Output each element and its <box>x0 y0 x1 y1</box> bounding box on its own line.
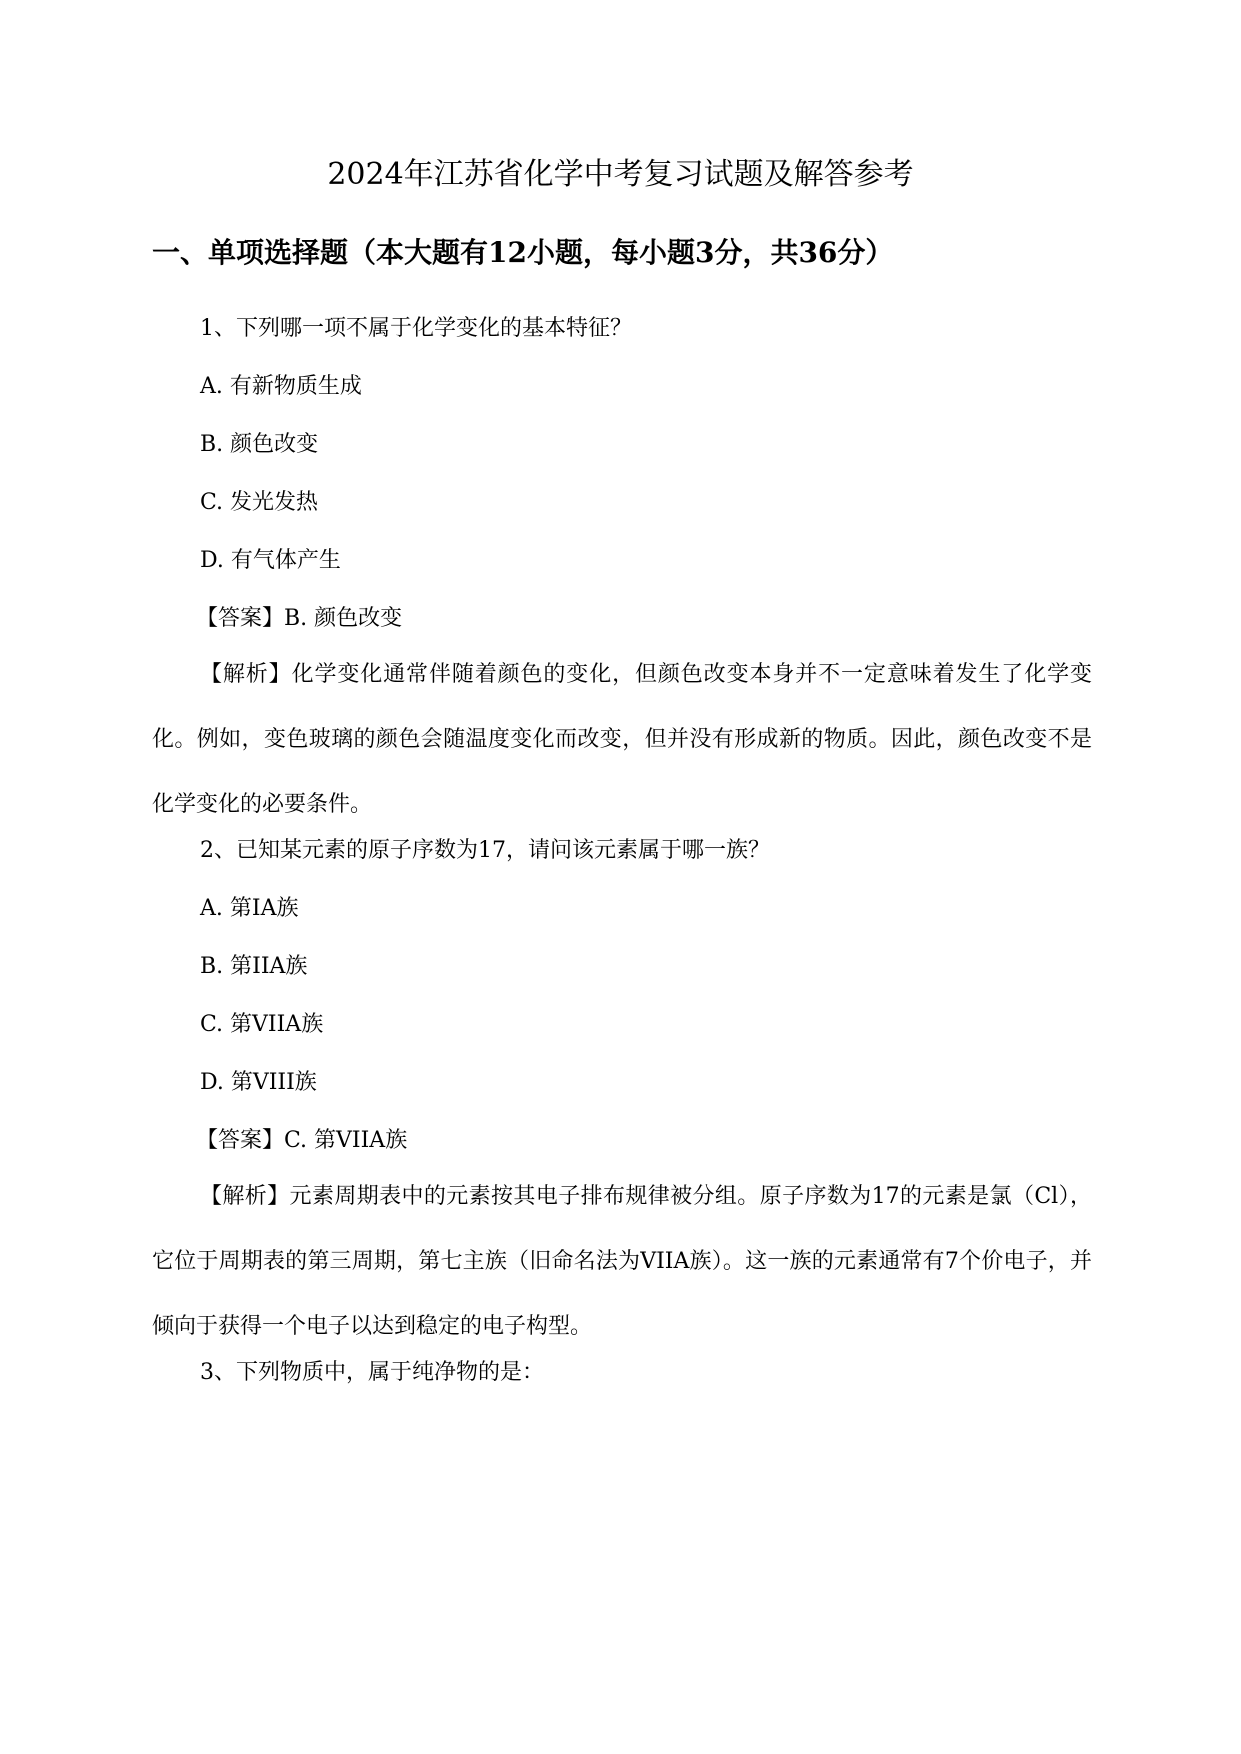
question-2-option-c: C. 第VIIA族 <box>200 1012 324 1037</box>
question-1-option-d: D. 有气体产生 <box>200 548 341 573</box>
question-1-analysis: 【解析】化学变化通常伴随着颜色的变化，但颜色改变本身并不一定意味着发生了化学变化。例如，变色玻璃的颜色会随温度变化而改变，但并没有形成新的物质。因此，颜色改变不是化学变化的必要条件。 <box>152 662 1092 817</box>
question-2-stem: 2、已知某元素的原子序数为17，请问该元素属于哪一族？ <box>200 838 770 863</box>
question-1-option-c: C. 发光发热 <box>200 490 319 515</box>
question-2-option-a: A. 第IA族 <box>200 896 299 921</box>
question-1-option-a: A. 有新物质生成 <box>200 374 362 399</box>
document-title: 2024年江苏省化学中考复习试题及解答参考 <box>327 157 914 192</box>
question-2-analysis: 【解析】元素周期表中的元素按其电子排布规律被分组。原子序数为17的元素是氯（Cl），它位于周期表的第三周期，第七主族（旧命名法为VIIA族）。这一族的元素通常有7个价电子，并倾向于获得一个电子以达到稳定的电子构型。 <box>152 1184 1092 1339</box>
question-1-option-b: B. 颜色改变 <box>200 432 319 457</box>
question-1-stem: 1、下列哪一项不属于化学变化的基本特征？ <box>200 316 632 341</box>
question-3-stem: 3、下列物质中，属于纯净物的是： <box>200 1360 544 1385</box>
question-2-option-d: D. 第VIII族 <box>200 1070 317 1095</box>
question-2-answer: 【答案】C. 第VIIA族 <box>196 1128 408 1153</box>
question-2-option-b: B. 第IIA族 <box>200 954 308 979</box>
question-1-answer: 【答案】B. 颜色改变 <box>196 606 403 631</box>
section-heading: 一、单项选择题（本大题有12小题，每小题3分，共36分） <box>152 236 894 269</box>
